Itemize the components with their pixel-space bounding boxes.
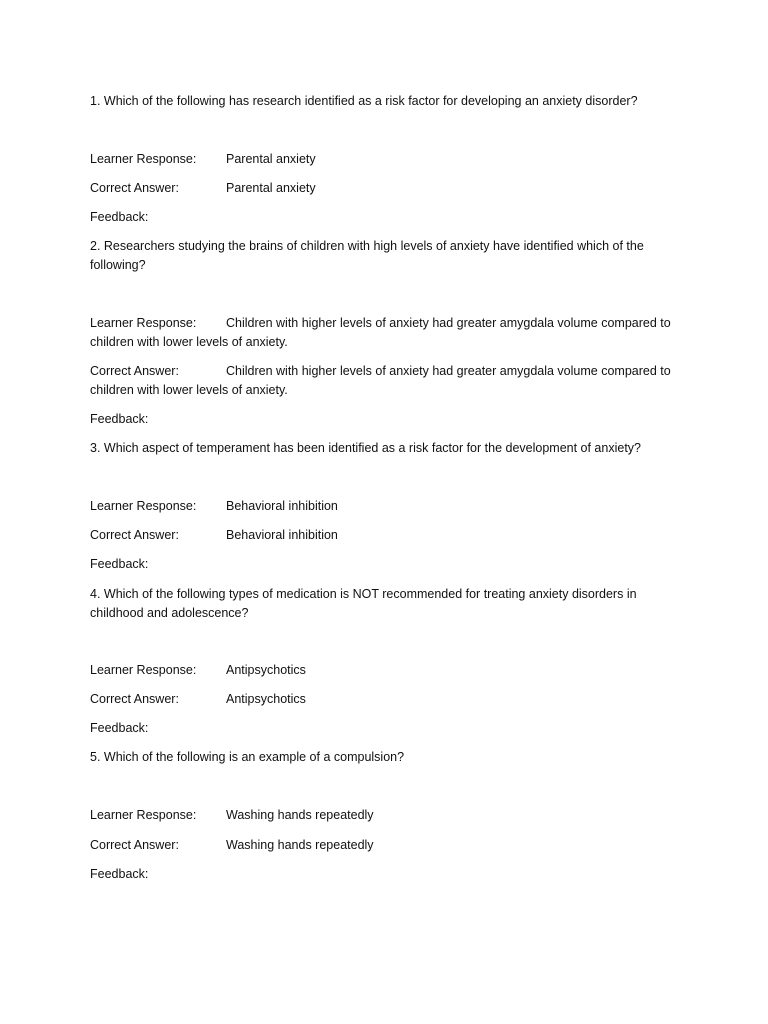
question-5-correct-label: Correct Answer: xyxy=(90,838,179,852)
question-5-feedback-label: Feedback: xyxy=(90,867,149,881)
question-5-learner-label: Learner Response: xyxy=(90,808,197,822)
question-4-learner-label: Learner Response: xyxy=(90,663,197,677)
question-1-learner-response: Parental anxiety xyxy=(226,152,316,166)
question-2-learner-response: Children with higher levels of anxiety had greater amygdala volume compared to children with lower levels of anxiety. xyxy=(90,316,671,349)
question-1-correct-answer: Parental anxiety xyxy=(226,181,316,195)
question-1-prompt: 1. Which of the following has research identified as a risk factor for developing an anxiety disorder? xyxy=(90,94,638,108)
question-4-correct-answer: Antipsychotics xyxy=(226,692,306,706)
question-3-learner-label: Learner Response: xyxy=(90,499,197,513)
question-1-feedback-label: Feedback: xyxy=(90,210,149,224)
question-3-feedback-label: Feedback: xyxy=(90,557,149,571)
question-5-prompt: 5. Which of the following is an example of a compulsion? xyxy=(90,750,405,764)
question-2-learner-row xyxy=(90,314,675,352)
question-3-prompt: 3. Which aspect of temperament has been identified as a risk factor for the development of anxiety? xyxy=(90,441,641,455)
question-3-correct-label: Correct Answer: xyxy=(90,528,179,542)
question-2-learner-label: Learner Response: xyxy=(90,316,197,330)
question-1-correct-label: Correct Answer: xyxy=(90,181,179,195)
question-4-prompt: 4. Which of the following types of medication is NOT recommended for treating anxiety disorders in childhood and adolescence? xyxy=(90,587,637,620)
question-2-correct-label: Correct Answer: xyxy=(90,364,179,378)
question-4-feedback-label: Feedback: xyxy=(90,721,149,735)
question-2-feedback-label: Feedback: xyxy=(90,412,149,426)
question-2-correct-answer: Children with higher levels of anxiety had greater amygdala volume compared to children with lower levels of anxiety. xyxy=(90,364,671,397)
question-4-learner-response: Antipsychotics xyxy=(226,663,306,677)
question-5-learner-response: Washing hands repeatedly xyxy=(226,808,374,822)
question-3-correct-answer: Behavioral inhibition xyxy=(226,528,338,542)
question-2-correct-row xyxy=(90,362,675,400)
question-1-learner-label: Learner Response: xyxy=(90,152,197,166)
question-3-learner-response: Behavioral inhibition xyxy=(226,499,338,513)
question-2-prompt: 2. Researchers studying the brains of children with high levels of anxiety have identified which of the following? xyxy=(90,239,644,272)
question-5-correct-answer: Washing hands repeatedly xyxy=(226,838,374,852)
question-4-correct-label: Correct Answer: xyxy=(90,692,179,706)
